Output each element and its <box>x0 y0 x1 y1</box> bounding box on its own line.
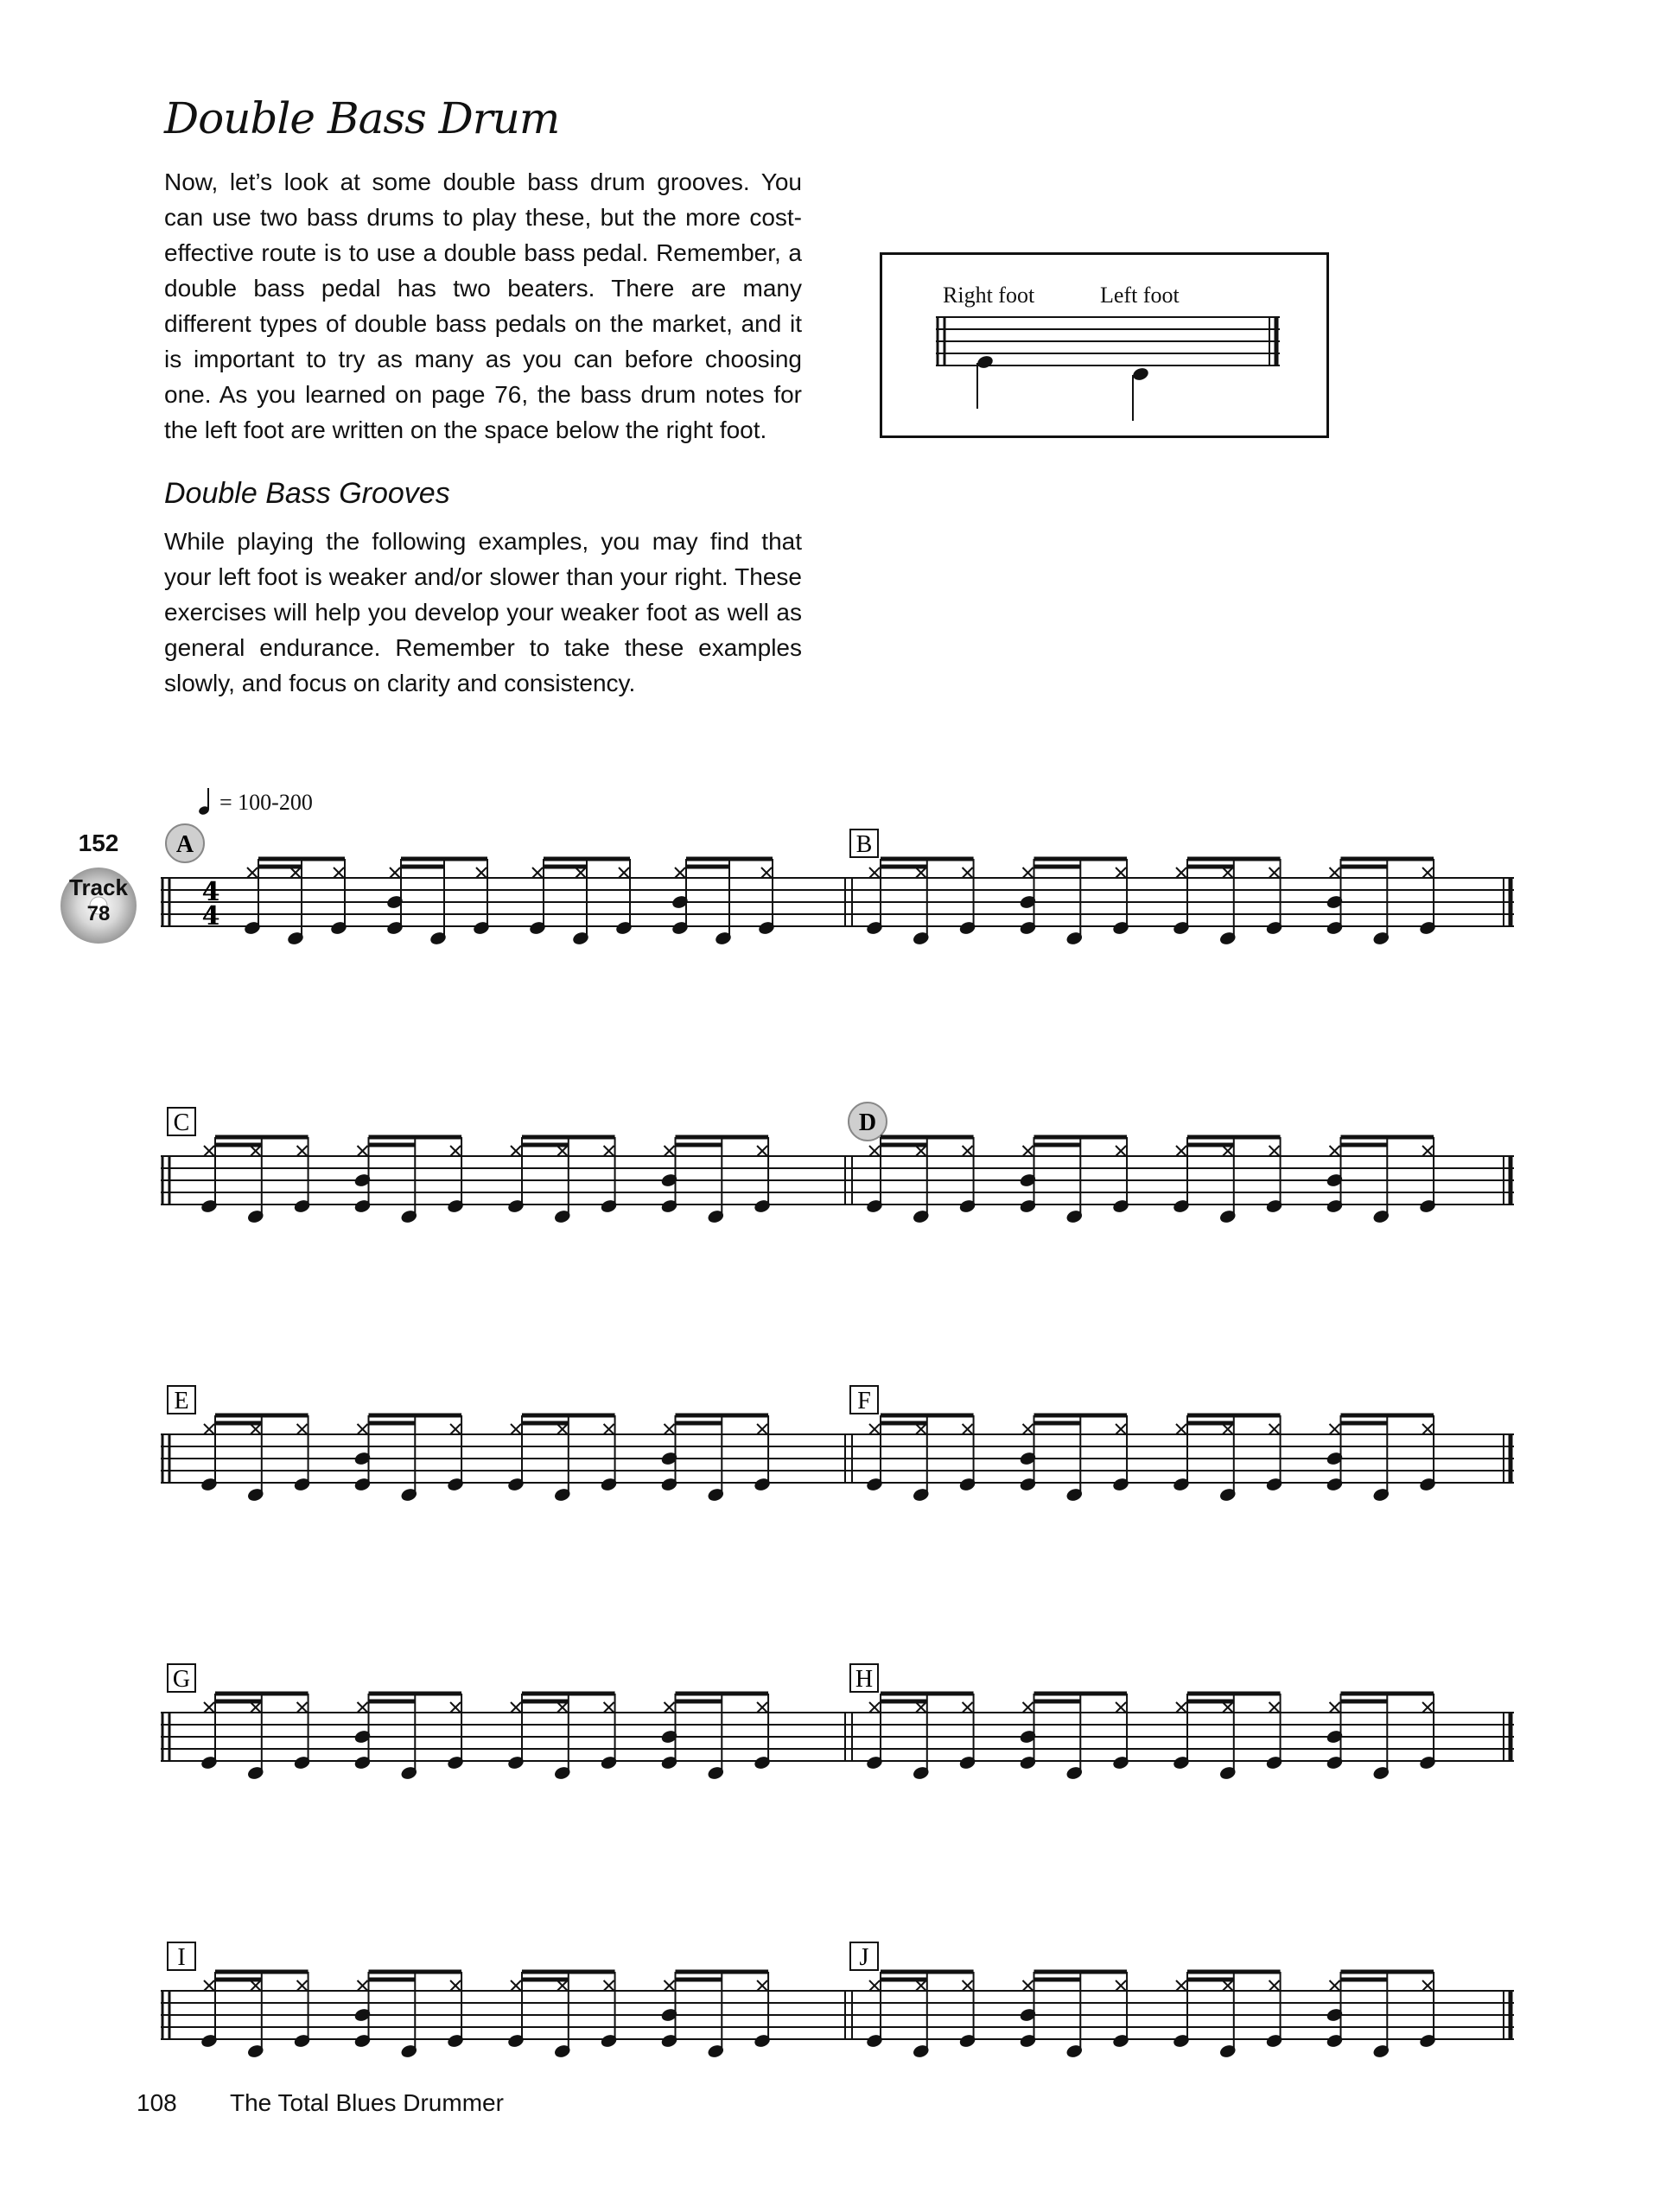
example-label: J <box>859 1944 869 1971</box>
staff-system <box>161 824 1514 946</box>
example-label: I <box>177 1944 186 1971</box>
staff-system <box>161 1942 1514 2059</box>
example-label: B <box>855 831 873 858</box>
book-title: The Total Blues Drummer <box>230 2089 504 2116</box>
tempo-text: = 100-200 <box>219 790 313 815</box>
left-foot-label: Left foot <box>1100 283 1180 308</box>
section-title: Double Bass Drum <box>164 93 560 143</box>
track-number: 78 <box>86 902 111 925</box>
example-label: D <box>858 1109 877 1136</box>
grooves-paragraph: While playing the following examples, you may find that your left foot is weaker and/or slower than your right. These exercises will help you develop your weaker foot as well as general endurance. Remember to take these examples slowly, and focus on clarity and consistency. <box>164 528 802 696</box>
example-label: H <box>855 1666 874 1693</box>
intro-paragraph: Now, let’s look at some double bass drum grooves. You can use two bass drums to play these, but the more cost-effective route is to use a double bass pedal. Remember, a double bass pedal has two beaters. There are many different types of double bass pedals on the market, and it is important to try as many as you can before choosing one. As you learned on page 76, the bass drum notes for the left foot are written on the space below the right foot. <box>164 168 802 443</box>
right-foot-label: Right foot <box>943 283 1035 308</box>
staff-system <box>161 1664 1514 1781</box>
time-signature-top: 4 <box>201 877 220 907</box>
staff-system <box>161 1103 1514 1224</box>
page-number: 108 <box>137 2089 177 2116</box>
track-label: Track <box>69 874 128 900</box>
example-label: G <box>172 1666 191 1693</box>
example-label: C <box>173 1109 190 1136</box>
example-label: A <box>175 831 194 858</box>
example-label: F <box>857 1388 871 1414</box>
staff-system <box>161 1386 1514 1503</box>
example-label: E <box>174 1388 189 1414</box>
time-signature-bottom: 4 <box>201 901 220 931</box>
track-page-ref: 152 <box>78 830 119 856</box>
subsection-title: Double Bass Grooves <box>164 477 450 510</box>
